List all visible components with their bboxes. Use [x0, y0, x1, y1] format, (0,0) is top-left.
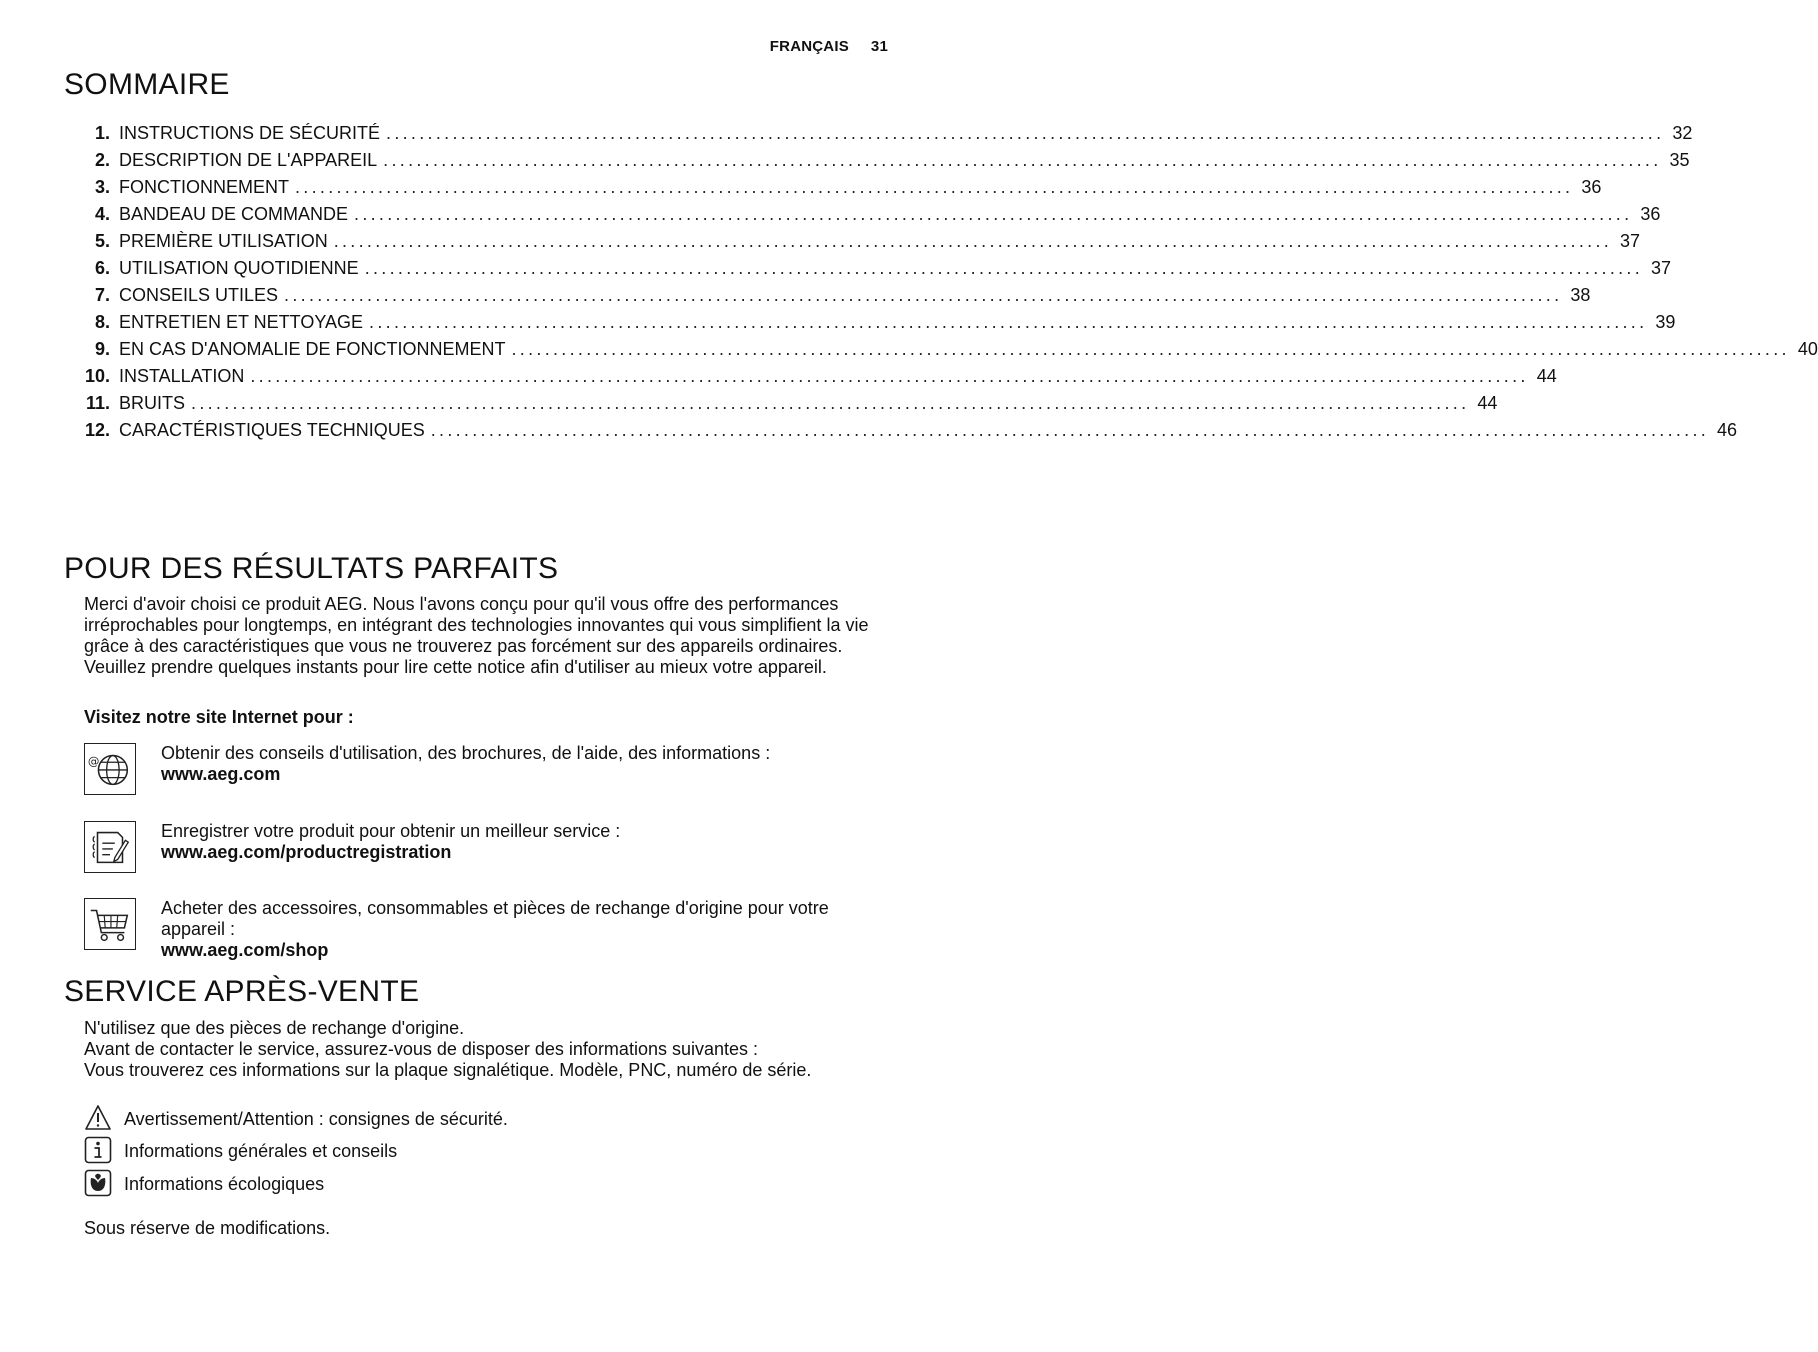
- site-description: Enregistrer votre produit pour obtenir un meilleur service :: [161, 821, 621, 841]
- registration-form-icon: [84, 821, 136, 873]
- site-description: Acheter des accessoires, consommables et pièces de rechange d'origine pour votre appareil :: [161, 898, 829, 939]
- toc-entry[interactable]: [76, 120, 1693, 147]
- service-line: Vous trouverez ces informations sur la plaque signalétique. Modèle, PNC, numéro de série.: [84, 1060, 812, 1080]
- toc-leader-dots: ..........................................................................................................................................................: [250, 366, 1529, 386]
- toc-entry-page: 40: [1797, 339, 1818, 359]
- toc-entry-label: BRUITS: [119, 393, 186, 413]
- header-language: FRANÇAIS: [769, 38, 849, 55]
- toc-leader-dots: ..........................................................................................................................................................: [284, 285, 1563, 305]
- toc-entry[interactable]: [76, 174, 1602, 201]
- toc-entry-page: 36: [1640, 204, 1661, 224]
- toc-entry-page: 32: [1672, 123, 1693, 143]
- legend-info-text: Informations générales et conseils: [124, 1141, 398, 1161]
- toc-entry-label: PREMIÈRE UTILISATION: [119, 231, 328, 251]
- toc-leader-dots: ..........................................................................................................................................................: [386, 123, 1665, 143]
- toc-entry-label: FONCTIONNEMENT: [119, 177, 289, 197]
- toc-entry-page: 37: [1651, 258, 1672, 278]
- site-shop-text: [161, 898, 891, 961]
- toc-entry-number: 5.: [94, 231, 110, 251]
- toc-entry-number: 3.: [94, 177, 110, 197]
- toc-entry-number: 2.: [94, 150, 110, 170]
- globe-web-icon: [84, 743, 136, 795]
- header-page-number: 31: [870, 38, 888, 55]
- site-description: Obtenir des conseils d'utilisation, des brochures, de l'aide, des informations :: [161, 743, 771, 763]
- site-url-link[interactable]: www.aeg.com: [161, 764, 281, 784]
- toc-entry-number: 7.: [94, 285, 110, 305]
- toc-entry-number: 12.: [84, 420, 110, 440]
- svg-text:@: @: [87, 754, 100, 769]
- toc-leader-dots: ..........................................................................................................................................................: [333, 231, 1613, 251]
- warning-triangle-icon: [84, 1104, 112, 1132]
- toc-entry-number: 9.: [94, 339, 110, 359]
- toc-entry[interactable]: [76, 282, 1591, 309]
- toc-leader-dots: ..........................................................................................................................................................: [295, 177, 1574, 197]
- toc-entry-number: 11.: [85, 393, 110, 413]
- legend-warning-text: Avertissement/Attention : consignes de sécurité.: [124, 1109, 508, 1129]
- toc-entry-number: 8.: [94, 312, 110, 332]
- toc-leader-dots: ..........................................................................................................................................................: [354, 204, 1633, 224]
- toc-entry-label: UTILISATION QUOTIDIENNE: [119, 258, 359, 278]
- visit-label: Visitez notre site Internet pour :: [84, 707, 354, 727]
- toc-entry[interactable]: [76, 147, 1690, 174]
- toc-entry-label: INSTALLATION: [119, 366, 245, 386]
- toc-entry-number: 1.: [94, 123, 110, 143]
- site-registration-text: [161, 821, 891, 863]
- results-title: POUR DES RÉSULTATS PARFAITS: [64, 552, 559, 585]
- info-icon: [84, 1136, 112, 1164]
- toc-title: SOMMAIRE: [64, 68, 230, 101]
- toc-entry-page: 44: [1477, 393, 1498, 413]
- results-intro: Merci d'avoir choisi ce produit AEG. Nous l'avons conçu pour qu'il vous offre des performances irréprochables pour longtemps, en intégrant des technologies innovantes qui vous simplifient la vie grâce à des caractéristiques que vous ne trouverez pas forcément sur des appareils ordinaires. Veuillez prendre quelques instants pour lire cette notice afin d'utiliser au mieux votre appareil.: [84, 594, 869, 677]
- page-header: [770, 38, 888, 55]
- toc-entry-page: 37: [1620, 231, 1641, 251]
- toc-entry-number: 10.: [84, 366, 110, 386]
- site-info-text: [161, 743, 891, 785]
- toc-entry-label: ENTRETIEN ET NETTOYAGE: [119, 312, 364, 332]
- toc-entry[interactable]: [76, 336, 1818, 363]
- toc-entry-page: 44: [1536, 366, 1557, 386]
- table-of-contents: [76, 120, 1818, 444]
- eco-leaf-icon: [84, 1169, 112, 1197]
- toc-leader-dots: ..........................................................................................................................................................: [383, 150, 1662, 170]
- toc-leader-dots: ..........................................................................................................................................................: [511, 339, 1790, 359]
- toc-entry-number: 4.: [94, 204, 110, 224]
- toc-leader-dots: ..........................................................................................................................................................: [191, 393, 1470, 413]
- shopping-cart-icon: [84, 898, 136, 950]
- service-title: SERVICE APRÈS-VENTE: [64, 975, 420, 1008]
- toc-entry-label: EN CAS D'ANOMALIE DE FONCTIONNEMENT: [119, 339, 506, 359]
- toc-entry-label: DESCRIPTION DE L'APPAREIL: [119, 150, 378, 170]
- service-line: Avant de contacter le service, assurez-vous de disposer des informations suivantes :: [84, 1039, 759, 1059]
- toc-entry-page: 38: [1570, 285, 1591, 305]
- toc-entry[interactable]: [76, 228, 1641, 255]
- service-line: N'utilisez que des pièces de rechange d'origine.: [84, 1018, 465, 1038]
- toc-leader-dots: ..........................................................................................................................................................: [369, 312, 1648, 332]
- toc-entry[interactable]: [76, 255, 1672, 282]
- toc-entry[interactable]: [76, 201, 1661, 228]
- toc-entry-label: BANDEAU DE COMMANDE: [119, 204, 349, 224]
- toc-entry-page: 39: [1655, 312, 1676, 332]
- toc-entry-number: 6.: [94, 258, 110, 278]
- toc-entry-page: 35: [1669, 150, 1690, 170]
- toc-entry[interactable]: [76, 390, 1498, 417]
- footer-note: Sous réserve de modifications.: [84, 1218, 331, 1238]
- legend-eco-text: Informations écologiques: [124, 1174, 325, 1194]
- toc-leader-dots: ..........................................................................................................................................................: [430, 420, 1710, 440]
- service-lines: [84, 1018, 904, 1081]
- toc-entry-label: INSTRUCTIONS DE SÉCURITÉ: [119, 123, 381, 143]
- toc-entry-page: 46: [1717, 420, 1738, 440]
- toc-entry[interactable]: [76, 363, 1557, 390]
- site-url-link[interactable]: www.aeg.com/shop: [161, 940, 329, 960]
- toc-entry-page: 36: [1581, 177, 1602, 197]
- toc-leader-dots: ..........................................................................................................................................................: [364, 258, 1644, 278]
- toc-entry-label: CONSEILS UTILES: [119, 285, 279, 305]
- toc-entry[interactable]: [76, 309, 1676, 336]
- toc-entry-label: CARACTÉRISTIQUES TECHNIQUES: [119, 420, 425, 440]
- toc-entry[interactable]: [76, 417, 1738, 444]
- site-url-link[interactable]: www.aeg.com/productregistration: [161, 842, 452, 862]
